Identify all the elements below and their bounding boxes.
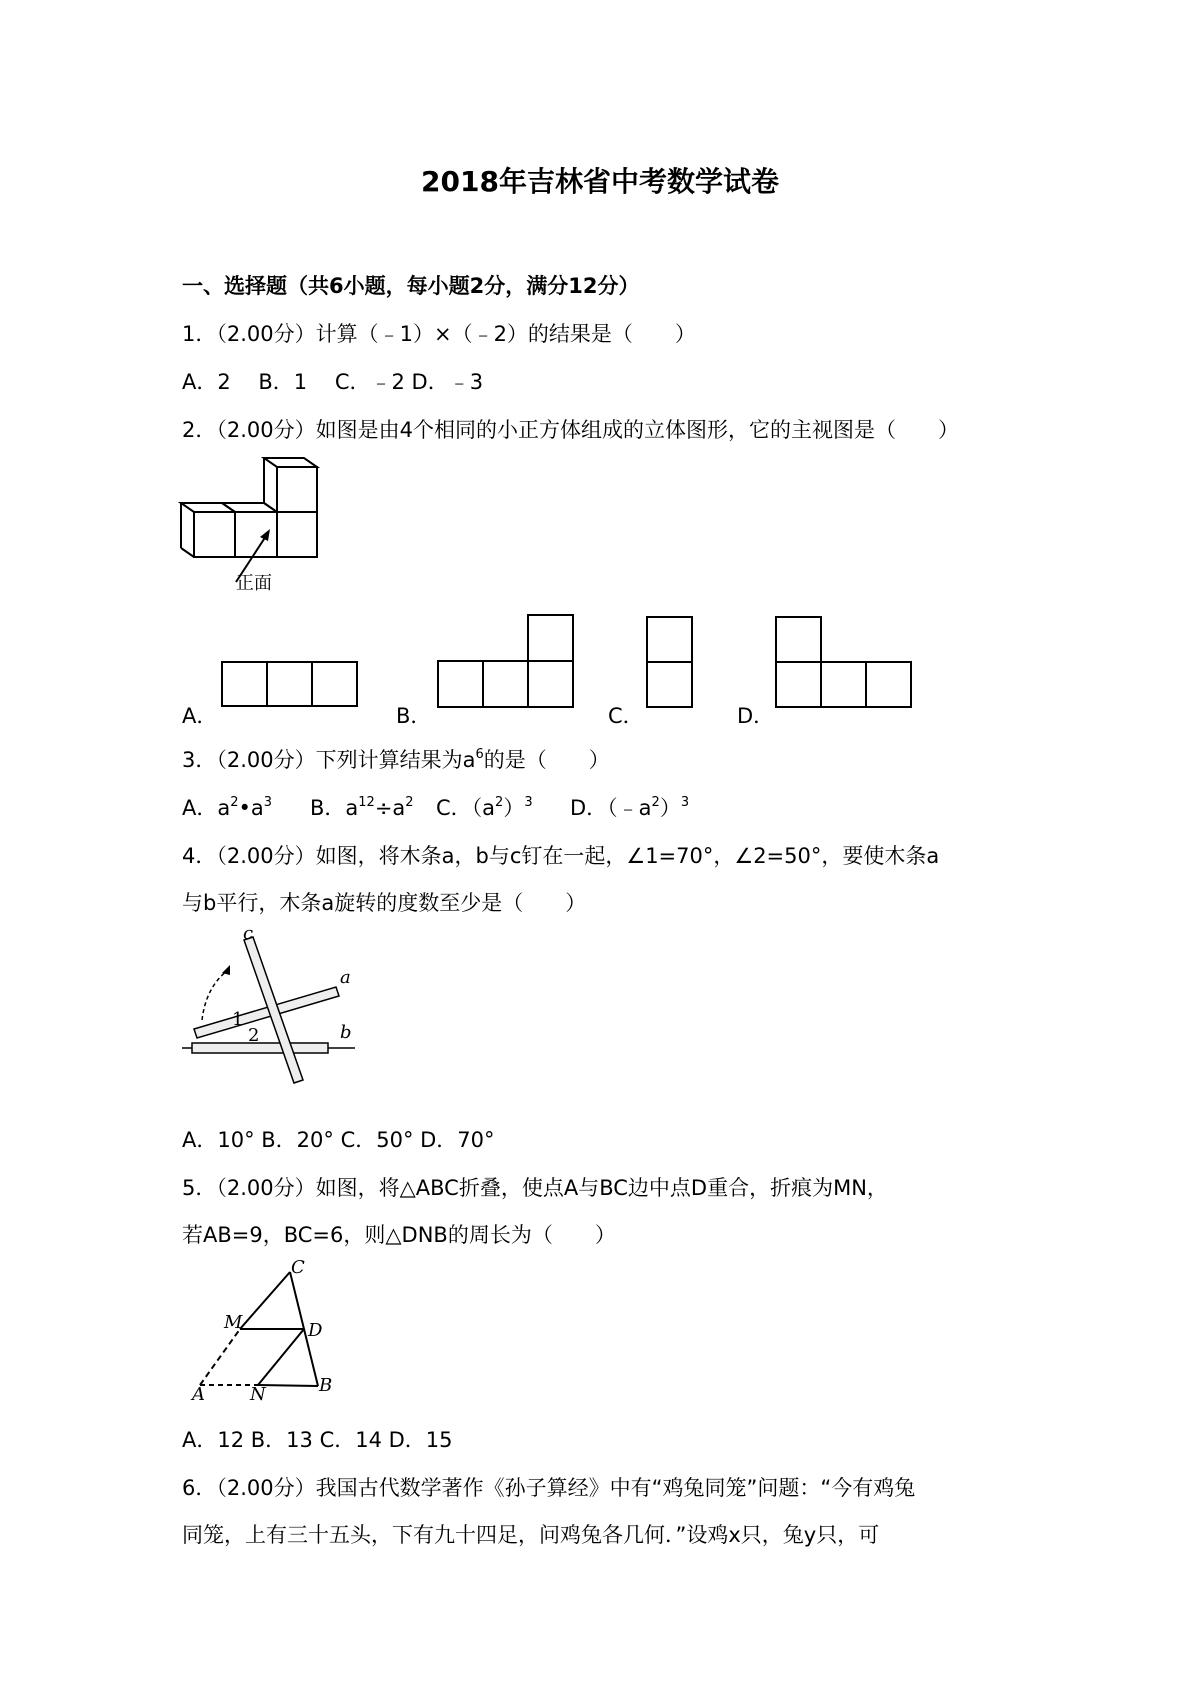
point-d-label: D [308, 1320, 323, 1341]
question-1-stem: 1．（2.00分）计算（﹣1）×（﹣2）的结果是（ ） [182, 322, 696, 346]
angle-2-label: 2 [248, 1025, 260, 1046]
q2-option-d-figure [774, 615, 914, 709]
question-4-stem-line1: 4．（2.00分）如图，将木条a，b与c钉在一起，∠1=70°，∠2=50°，要使木条a [182, 844, 940, 868]
cube-stack-figure [180, 455, 350, 595]
question-3-option-c: C．$(a^2)^3$ [436, 795, 533, 820]
point-a-label: A [192, 1384, 205, 1405]
q2-option-b-label: B． [396, 704, 432, 728]
angle-1-label: 1 [232, 1009, 244, 1030]
question-6-stem-line2: 同笼，上有三十五头，下有九十四足，问鸡兔各几何．”设鸡x只，兔y只，可 [182, 1523, 880, 1547]
question-4-stem-line2: 与b平行，木条a旋转的度数至少是（ ） [182, 891, 587, 915]
question-5-stem-line2: 若AB=9，BC=6，则△DNB的周长为（ ） [182, 1223, 616, 1247]
page-title: 2018年吉林省中考数学试卷 [421, 165, 779, 198]
question-2-stem: 2．（2.00分）如图是由4个相同的小正方体组成的立体图形，它的主视图是（ ） [182, 418, 959, 442]
question-3-option-b: B．$a^{12}\div a^2$ [310, 795, 414, 820]
q2-option-a-label: A． [182, 704, 218, 728]
question-5-options: A．12 B．13 C．14 D．15 [182, 1428, 453, 1452]
q2-option-d-label: D． [737, 704, 775, 728]
point-c-label: C [291, 1257, 305, 1278]
question-3-option-d: D．$(﹣a^2)^3$ [570, 795, 690, 820]
q2-option-a-figure [220, 660, 360, 710]
wood-strips-figure [180, 925, 360, 1095]
strip-c-label: c [243, 923, 254, 944]
point-b-label: B [319, 1375, 333, 1396]
triangle-fold-figure [180, 1257, 350, 1405]
question-3-option-a: A．$a^2•a^3$ [182, 795, 273, 820]
q2-option-c-label: C． [608, 704, 644, 728]
front-label: 正面 [236, 573, 272, 594]
point-n-label: N [250, 1384, 266, 1405]
question-1-options: A．2 B．1 C．﹣2 D．﹣3 [182, 370, 484, 394]
point-m-label: M [224, 1312, 243, 1333]
question-5-stem-line1: 5．（2.00分）如图，将△ABC折叠，使点A与BC边中点D重合，折痕为MN， [182, 1176, 888, 1200]
question-3-stem: 3．（2.00分）下列计算结果为$a^6$的是（ ） [182, 747, 610, 772]
question-6-stem-line1: 6．（2.00分）我国古代数学著作《孙子算经》中有“鸡兔同笼”问题：“今有鸡兔 [182, 1476, 916, 1500]
section-heading: 一、选择题（共6小题，每小题2分，满分12分） [182, 274, 640, 298]
q2-option-c-figure [645, 615, 695, 709]
strip-a-label: a [340, 967, 351, 988]
strip-b-label: b [340, 1022, 352, 1043]
q2-option-b-figure [436, 613, 576, 709]
question-4-options: A．10° B．20° C．50° D．70° [182, 1128, 495, 1152]
